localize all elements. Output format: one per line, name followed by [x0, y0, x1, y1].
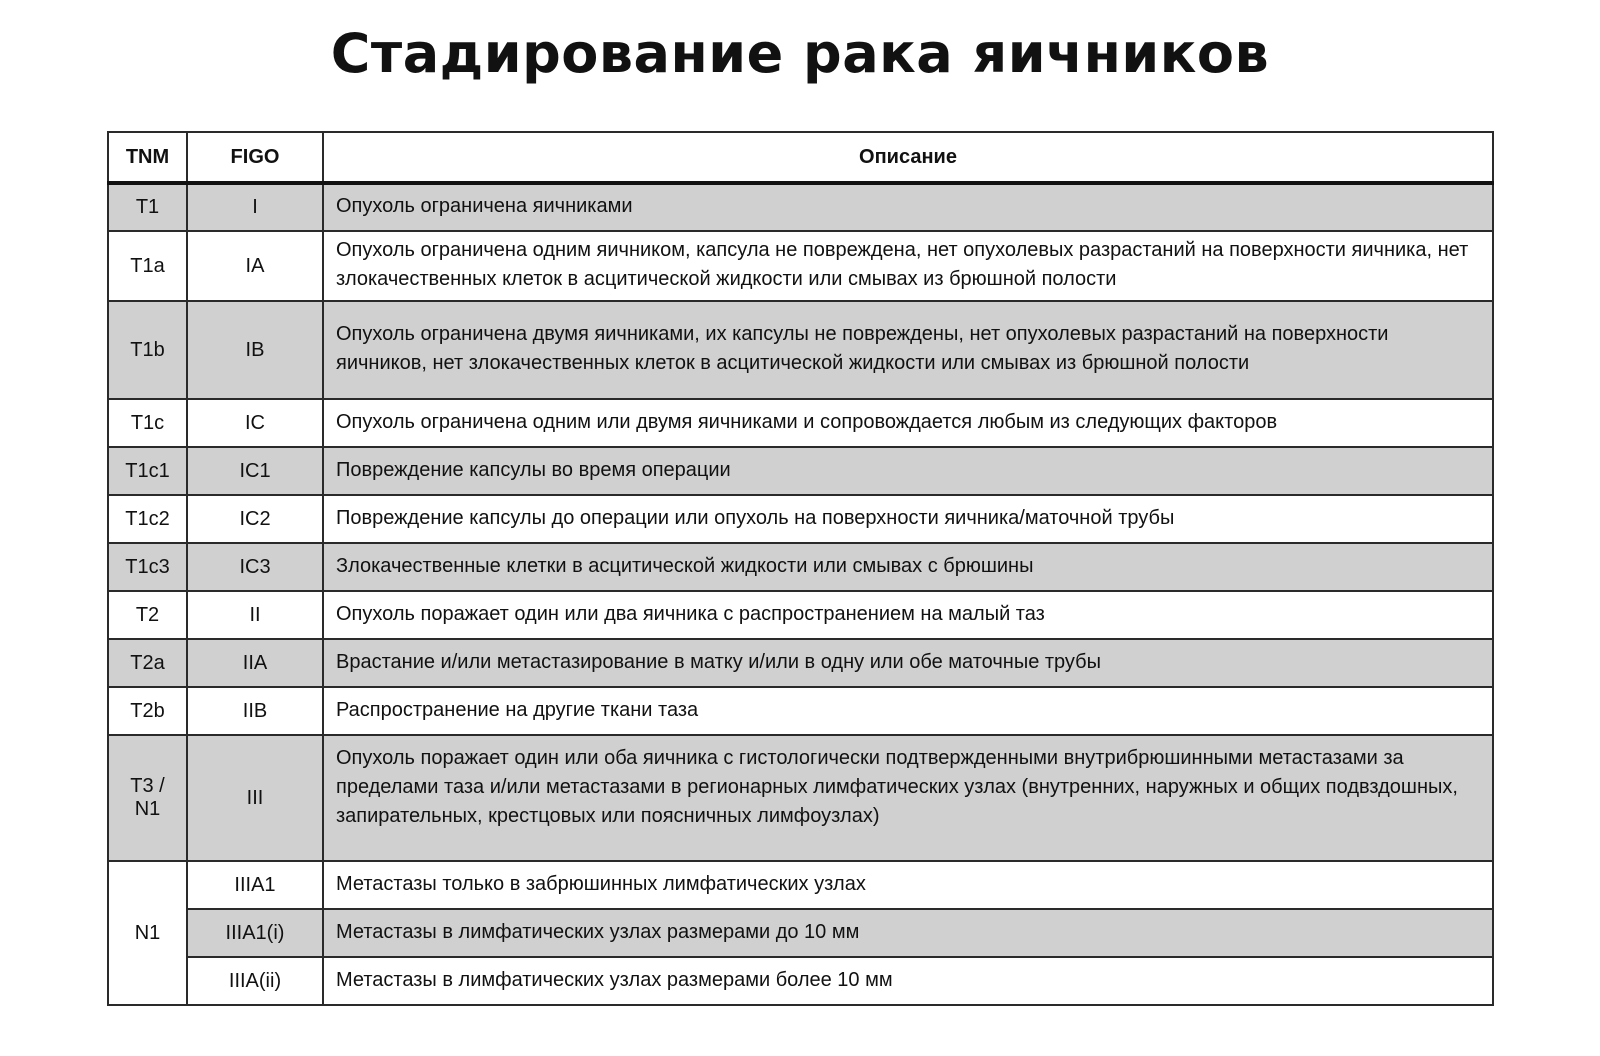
figo-cell: IA	[187, 231, 323, 301]
staging-table	[107, 131, 1494, 1006]
tnm-cell: T1c1	[108, 447, 187, 495]
figo-cell: IC1	[187, 447, 323, 495]
header-figo: FIGO	[187, 132, 323, 183]
figo-cell: III	[187, 735, 323, 861]
figo-cell: IIB	[187, 687, 323, 735]
tnm-cell: T1c2	[108, 495, 187, 543]
tnm-cell: T1c3	[108, 543, 187, 591]
description-cell: Врастание и/или метастазирование в матку и/или в одну или обе маточные трубы	[323, 639, 1493, 687]
tnm-group-cell: N1	[108, 861, 187, 1005]
tnm-cell: T1	[108, 183, 187, 231]
tnm-cell: T2	[108, 591, 187, 639]
tnm-cell: T2b	[108, 687, 187, 735]
tnm-line: N1	[134, 798, 161, 820]
figo-cell: I	[187, 183, 323, 231]
figo-cell: IC3	[187, 543, 323, 591]
header-row	[108, 132, 1493, 183]
description-cell: Метастазы только в забрюшинных лимфатических узлах	[323, 861, 1493, 909]
header-description: Описание	[323, 132, 1493, 183]
figo-cell: IIIA1(i)	[187, 909, 323, 957]
figo-cell: IIIA1	[187, 861, 323, 909]
description-cell: Повреждение капсулы до операции или опухоль на поверхности яичника/маточной трубы	[323, 495, 1493, 543]
figo-cell: IIA	[187, 639, 323, 687]
description-cell: Опухоль поражает один или два яичника с распространением на малый таз	[323, 591, 1493, 639]
tnm-cell: T2a	[108, 639, 187, 687]
description-cell: Опухоль поражает один или оба яичника с гистологически подтвержденными внутрибрюшинными метастазами за пределами таза и/или метастазами в регионарных лимфатических узлах (внутренних, наружных и общих подвздошных, запирательных, крестцовых или поясничных лимфоузлах)	[323, 735, 1493, 861]
description-cell: Метастазы в лимфатических узлах размерами до 10 мм	[323, 909, 1493, 957]
description-cell: Злокачественные клетки в асцитической жидкости или смывах с брюшины	[323, 543, 1493, 591]
table-row	[108, 399, 1493, 447]
table-row	[108, 495, 1493, 543]
description-cell: Опухоль ограничена одним яичником, капсула не повреждена, нет опухолевых разрастаний на поверхности яичника, нет злокачественных клеток в асцитической жидкости или смывах из брюшной полости	[323, 231, 1493, 301]
description-cell: Опухоль ограничена яичниками	[323, 183, 1493, 231]
description-cell: Распространение на другие ткани таза	[323, 687, 1493, 735]
table-row	[108, 687, 1493, 735]
table-row	[108, 591, 1493, 639]
figo-cell: IB	[187, 301, 323, 399]
tnm-cell	[108, 735, 187, 861]
description-cell: Повреждение капсулы во время операции	[323, 447, 1493, 495]
table-row	[108, 543, 1493, 591]
figo-cell: IIIA(ii)	[187, 957, 323, 1005]
table-row	[108, 231, 1493, 301]
description-cell: Опухоль ограничена одним или двумя яичниками и сопровождается любым из следующих факторов	[323, 399, 1493, 447]
table-row	[108, 183, 1493, 231]
tnm-line: T3 /	[130, 775, 165, 797]
table-row	[108, 861, 1493, 909]
figo-cell: IC2	[187, 495, 323, 543]
table-row	[108, 957, 1493, 1005]
description-cell: Метастазы в лимфатических узлах размерами более 10 мм	[323, 957, 1493, 1005]
table-row	[108, 301, 1493, 399]
table-row	[108, 735, 1493, 861]
table-row	[108, 447, 1493, 495]
header-tnm: TNM	[108, 132, 187, 183]
tnm-cell: T1b	[108, 301, 187, 399]
description-cell: Опухоль ограничена двумя яичниками, их капсулы не повреждены, нет опухолевых разрастаний на поверхности яичников, нет злокачественных клеток в асцитической жидкости или смывах из брюшной полости	[323, 301, 1493, 399]
tnm-cell: T1a	[108, 231, 187, 301]
page-title: Стадирование рака яичников	[330, 22, 1270, 85]
figo-cell: II	[187, 591, 323, 639]
tnm-cell: T1c	[108, 399, 187, 447]
figo-cell: IC	[187, 399, 323, 447]
table-row	[108, 909, 1493, 957]
table-row	[108, 639, 1493, 687]
